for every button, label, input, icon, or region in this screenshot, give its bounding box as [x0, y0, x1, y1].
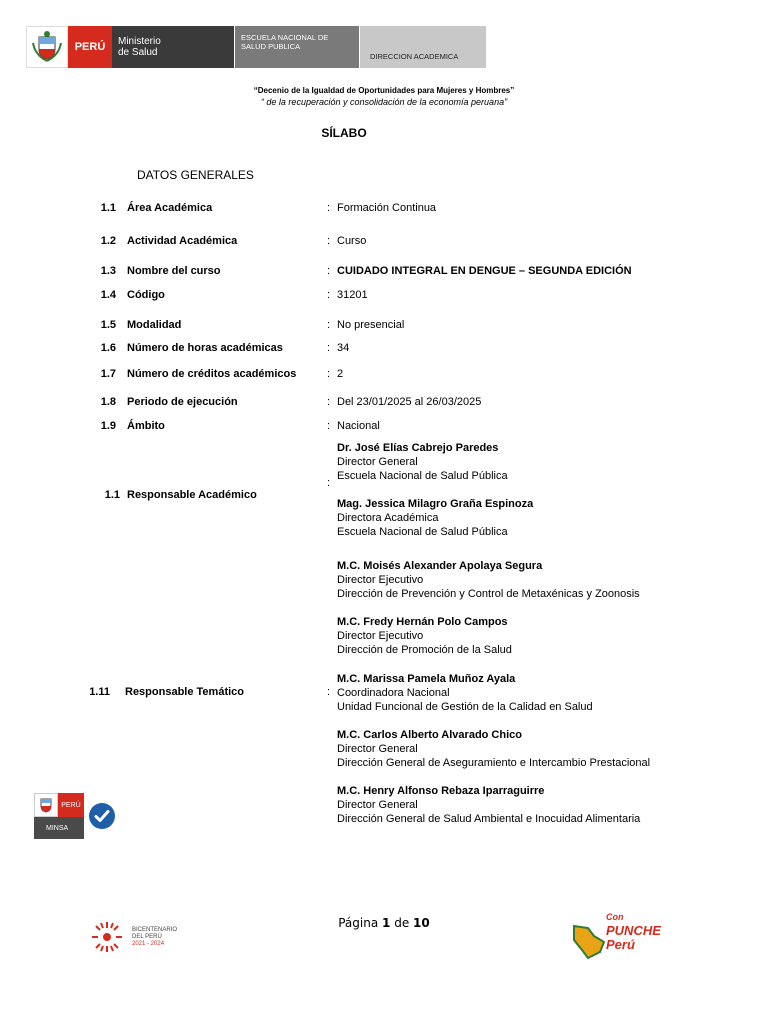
stamp-peru: PERÚ — [58, 793, 84, 817]
row-label: Periodo de ejecución — [127, 396, 238, 408]
bicentenario-emblem-icon — [90, 920, 124, 954]
person-org: Unidad Funcional de Gestión de la Calidad en Salud — [337, 701, 593, 713]
colon: : — [327, 265, 331, 277]
decade-line2: “ de la recuperación y consolidación de la economía peruana” — [260, 97, 508, 107]
person-name: M.C. Fredy Hernán Polo Campos — [337, 616, 508, 628]
row-label: Ámbito — [127, 420, 165, 432]
escuela-line2: SALUD PUBLICA — [241, 42, 301, 51]
colon: : — [327, 396, 331, 408]
row-label: Nombre del curso — [127, 265, 221, 277]
row-value: Nacional — [337, 420, 380, 432]
resp-tematico-person-4 — [337, 728, 650, 770]
resp-tematico-person-1 — [337, 559, 640, 601]
resp-academico-label: Responsable Académico — [127, 489, 257, 501]
person-name: M.C. Henry Alfonso Rebaza Iparraguirre — [337, 785, 545, 797]
person-role: Director General — [337, 743, 418, 755]
con-punche-peru-logo — [568, 908, 664, 964]
bicentenario-line3: 2021 - 2024 — [132, 941, 165, 947]
person-org: Dirección de Promoción de la Salud — [337, 644, 512, 656]
stamp-minsa: MINSA — [34, 817, 84, 839]
person-name: M.C. Carlos Alberto Alvarado Chico — [337, 729, 522, 741]
row-number: 1.1 — [100, 202, 116, 214]
colon: : — [327, 368, 331, 380]
colon: : — [327, 686, 331, 698]
person-role: Director Ejecutivo — [337, 574, 424, 586]
person-name: M.C. Marissa Pamela Muñoz Ayala — [337, 673, 516, 685]
row-value: CUIDADO INTEGRAL EN DENGUE – SEGUNDA EDICIÓN — [337, 265, 632, 277]
person-role: Directora Académica — [337, 512, 439, 524]
peru-label: PERÚ — [68, 26, 112, 68]
resp-academico-number: 1.1 — [104, 489, 120, 501]
row-value: No presencial — [337, 319, 405, 331]
row-number: 1.2 — [100, 235, 116, 247]
row-value: 2 — [337, 368, 344, 380]
page-total: 10 — [413, 916, 430, 930]
person-name: M.C. Moisés Alexander Apolaya Segura — [337, 560, 543, 572]
colon: : — [327, 420, 331, 432]
ministerio-line2: de Salud — [118, 47, 158, 58]
row-value: Del 23/01/2025 al 26/03/2025 — [337, 396, 482, 408]
row-label: Código — [127, 289, 165, 301]
ministerio-label — [112, 26, 234, 68]
resp-tematico-label: Responsable Temático — [125, 686, 244, 698]
person-role: Director General — [337, 799, 418, 811]
row-value: 34 — [337, 342, 350, 354]
colon: : — [327, 477, 331, 489]
row-label: Número de horas académicas — [127, 342, 283, 354]
row-value: Formación Continua — [337, 202, 437, 214]
colon: : — [327, 235, 331, 247]
row-label: Área Académica — [127, 202, 213, 214]
row-label: Actividad Académica — [127, 235, 238, 247]
direccion-label: DIRECCION ACADEMICA — [360, 26, 486, 68]
row-value: 31201 — [337, 289, 368, 301]
resp-academico-person-1 — [337, 441, 508, 483]
verified-check-icon — [88, 802, 116, 830]
decade-line1: “Decenio de la Igualdad de Oportunidades para Mujeres y Hombres” — [253, 86, 515, 95]
person-role: Director Ejecutivo — [337, 630, 424, 642]
ministerio-line1: Ministerio — [118, 36, 161, 47]
resp-academico-person-2 — [337, 497, 533, 539]
page-word: Página — [338, 916, 379, 930]
person-role: Director General — [337, 456, 418, 468]
page-title: SÍLABO — [321, 126, 367, 140]
coat-of-arms-icon — [34, 793, 58, 817]
row-number: 1.3 — [100, 265, 116, 277]
row-value: Curso — [337, 235, 367, 247]
bicentenario-line2: DEL PERÚ — [132, 934, 162, 940]
bicentenario-logo — [90, 920, 200, 954]
person-org: Dirección General de Salud Ambiental e Inocuidad Alimentaria — [337, 813, 641, 825]
colon: : — [327, 289, 331, 301]
minsa-stamp — [34, 793, 84, 839]
row-number: 1.5 — [100, 319, 116, 331]
bicentenario-line1: BICENTENARIO — [132, 927, 178, 933]
colon: : — [327, 342, 331, 354]
punche-line2: PUNCHE — [606, 923, 661, 938]
coat-of-arms-logo — [26, 26, 68, 68]
row-label: Modalidad — [127, 319, 182, 331]
colon: : — [327, 319, 331, 331]
person-name: Mag. Jessica Milagro Graña Espinoza — [337, 498, 534, 510]
peru-map-icon — [568, 920, 608, 960]
row-number: 1.6 — [100, 342, 116, 354]
person-org: Dirección General de Aseguramiento e Intercambio Prestacional — [337, 757, 651, 769]
person-role: Coordinadora Nacional — [337, 687, 450, 699]
punche-line1: Con — [606, 912, 624, 922]
row-number: 1.8 — [100, 396, 116, 408]
person-name: Dr. José Elías Cabrejo Paredes — [337, 442, 499, 454]
escuela-label — [235, 26, 359, 68]
page-of: de — [394, 916, 410, 930]
person-org: Escuela Nacional de Salud Pública — [337, 526, 508, 538]
person-org: Escuela Nacional de Salud Pública — [337, 470, 508, 482]
person-org: Dirección de Prevención y Control de Metaxénicas y Zoonosis — [337, 588, 640, 600]
punche-line3: Perú — [606, 937, 635, 952]
resp-tematico-person-3 — [337, 672, 593, 714]
escuela-line1: ESCUELA NACIONAL DE — [241, 33, 329, 42]
section-heading: DATOS GENERALES — [137, 168, 254, 182]
resp-tematico-person-5 — [337, 784, 640, 826]
resp-tematico-person-2 — [337, 615, 512, 657]
row-number: 1.4 — [100, 289, 116, 301]
resp-tematico-number: 1.11 — [89, 686, 110, 698]
page-current: 1 — [382, 916, 391, 930]
row-number: 1.7 — [100, 368, 116, 380]
row-label: Número de créditos académicos — [127, 368, 297, 380]
colon: : — [327, 202, 331, 214]
row-number: 1.9 — [100, 420, 116, 432]
